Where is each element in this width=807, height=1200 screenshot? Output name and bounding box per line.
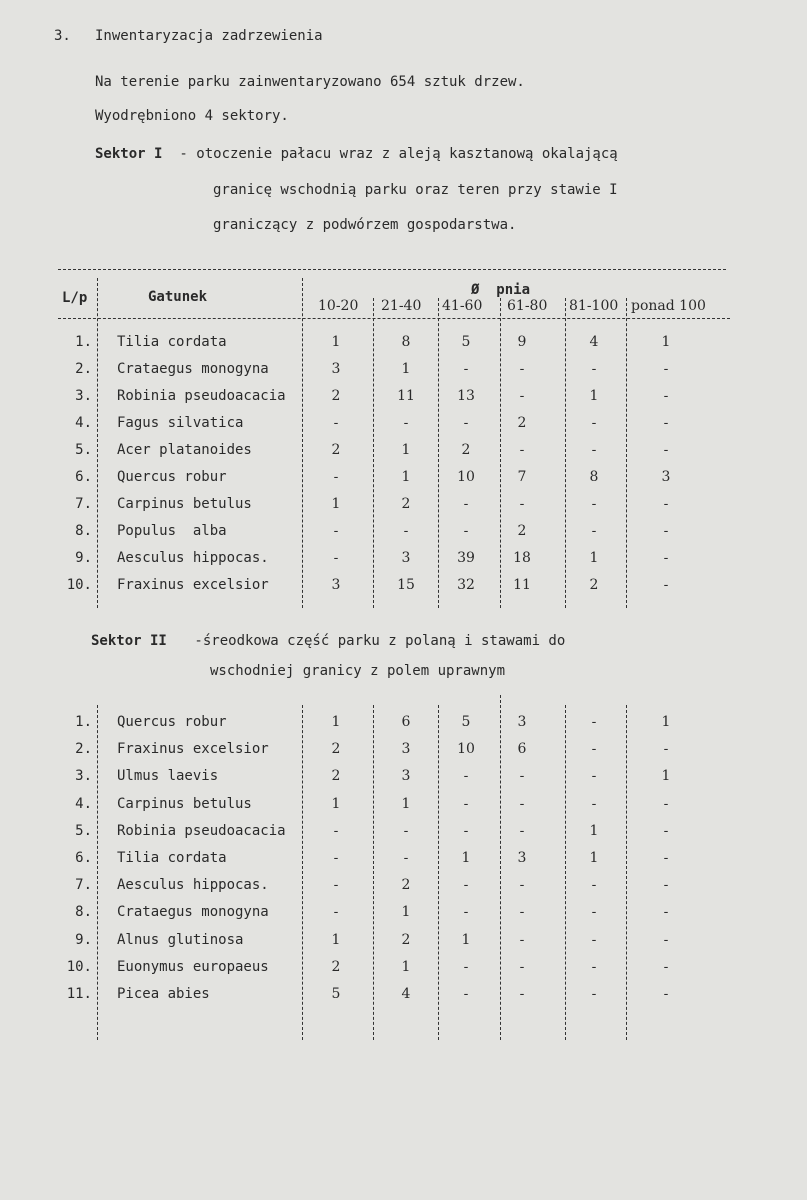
table-header-rule	[58, 318, 730, 319]
table-row	[0, 469, 807, 489]
table-row	[0, 823, 807, 843]
row-number: 9.	[75, 550, 92, 566]
table-row	[0, 577, 807, 597]
table-row	[0, 796, 807, 816]
header-col-3: 41-60	[442, 298, 483, 314]
count-cell: 1	[401, 442, 411, 458]
species-name: Alnus glutinosa	[117, 931, 244, 948]
count-cell: -	[519, 822, 525, 839]
count-cell: -	[333, 415, 339, 431]
count-cell: 1	[401, 469, 411, 485]
count-cell: -	[463, 361, 469, 377]
intro-line-1: Na terenie parku zainwentaryzowano 654 sztuk drzew.	[95, 74, 525, 90]
count-cell: -	[463, 958, 469, 975]
count-cell: -	[333, 523, 339, 539]
count-cell: 2	[517, 415, 527, 431]
count-cell: 11	[513, 577, 531, 593]
row-number: 10.	[66, 958, 92, 975]
count-cell: -	[591, 361, 597, 377]
section-number: 3.	[54, 28, 71, 44]
count-cell: -	[663, 442, 669, 458]
count-cell: 1	[589, 388, 599, 404]
count-cell: -	[333, 550, 339, 566]
species-name: Picea abies	[117, 986, 210, 1002]
row-number: 9.	[75, 931, 92, 948]
count-cell: 2	[589, 577, 599, 593]
count-cell: -	[463, 496, 469, 512]
count-cell: 3	[331, 361, 341, 377]
species-name: Ulmus laevis	[117, 768, 219, 785]
table-row	[0, 714, 807, 734]
count-cell: 1	[401, 795, 411, 812]
count-cell: 1	[661, 768, 671, 785]
count-cell: 3	[517, 714, 527, 730]
count-cell: -	[663, 741, 669, 758]
count-cell: -	[333, 904, 339, 921]
table-row	[0, 932, 807, 952]
table-row	[0, 768, 807, 788]
header-col-4: 61-80	[507, 298, 548, 314]
count-cell: 10	[457, 741, 475, 758]
table-row	[0, 741, 807, 761]
count-cell: -	[591, 415, 597, 431]
count-cell: -	[663, 550, 669, 566]
count-cell: 2	[331, 768, 341, 785]
species-name: Crataegus monogyna	[117, 904, 269, 921]
row-number: 3.	[75, 388, 92, 404]
species-name: Quercus robur	[117, 469, 227, 485]
count-cell: 8	[589, 469, 599, 485]
row-number: 2.	[75, 361, 92, 377]
count-cell: -	[333, 469, 339, 485]
count-cell: 2	[461, 442, 471, 458]
count-cell: -	[663, 496, 669, 512]
count-cell: 15	[397, 577, 415, 593]
count-cell: 5	[331, 986, 341, 1002]
count-cell: 1	[331, 931, 341, 948]
count-cell: -	[591, 904, 597, 921]
count-cell: 2	[517, 523, 527, 539]
count-cell: 1	[589, 850, 599, 866]
row-number: 4.	[75, 795, 92, 812]
count-cell: -	[519, 877, 525, 894]
count-cell: 1	[461, 850, 471, 866]
count-cell: 3	[517, 850, 527, 866]
count-cell: 2	[331, 388, 341, 404]
count-cell: -	[519, 442, 525, 458]
header-gatunek: Gatunek	[148, 289, 208, 305]
count-cell: -	[519, 496, 525, 512]
row-number: 1.	[75, 714, 92, 730]
sector2-label: Sektor II	[91, 633, 167, 649]
sector2-text-1: -śreodkowa część parku z polaną i stawami do	[186, 633, 566, 649]
table-top-rule	[58, 269, 726, 270]
species-name: Euonymus europaeus	[117, 958, 269, 975]
count-cell: 3	[401, 768, 411, 785]
table-row	[0, 986, 807, 1006]
count-cell: 3	[401, 550, 411, 566]
row-number: 4.	[75, 415, 92, 431]
count-cell: -	[663, 904, 669, 921]
row-number: 5.	[75, 442, 92, 458]
count-cell: -	[591, 931, 597, 948]
species-name: Fraxinus excelsior	[117, 741, 269, 758]
species-name: Aesculus hippocas.	[117, 550, 269, 566]
count-cell: -	[463, 415, 469, 431]
sector1-label: Sektor I	[95, 146, 163, 162]
table-row	[0, 334, 807, 354]
header-lp: L/p	[62, 290, 88, 306]
count-cell: -	[463, 904, 469, 921]
count-cell: 18	[513, 550, 531, 566]
count-cell: -	[519, 931, 525, 948]
sector2-text-2: wschodniej granicy z polem uprawnym	[210, 663, 506, 679]
count-cell: 1	[331, 334, 341, 350]
count-cell: -	[591, 496, 597, 512]
count-cell: -	[591, 795, 597, 812]
species-name: Robinia pseudoacacia	[117, 388, 286, 404]
species-name: Quercus robur	[117, 714, 227, 730]
count-cell: -	[519, 361, 525, 377]
count-cell: -	[463, 822, 469, 839]
count-cell: 2	[401, 877, 411, 894]
count-cell: 39	[457, 550, 475, 566]
count-cell: 2	[401, 496, 411, 512]
count-cell: 3	[661, 469, 671, 485]
count-cell: 1	[401, 958, 411, 975]
species-name: Tilia cordata	[117, 334, 227, 350]
count-cell: -	[591, 768, 597, 785]
count-cell: 8	[401, 334, 411, 350]
species-name: Tilia cordata	[117, 850, 227, 866]
count-cell: 5	[461, 714, 471, 730]
sector1-text-1: - otoczenie pałacu wraz z aleją kasztanową okalającą	[171, 146, 618, 162]
count-cell: -	[463, 523, 469, 539]
count-cell: -	[591, 877, 597, 894]
count-cell: 1	[331, 496, 341, 512]
count-cell: 1	[661, 334, 671, 350]
count-cell: -	[663, 850, 669, 866]
table-row	[0, 496, 807, 516]
table-row	[0, 523, 807, 543]
count-cell: 1	[331, 714, 341, 730]
count-cell: -	[663, 415, 669, 431]
header-diameter-group: Ø pnia	[471, 282, 531, 298]
count-cell: -	[591, 523, 597, 539]
count-cell: -	[663, 822, 669, 839]
sector1-text-2: granicę wschodnią parku oraz teren przy stawie I	[213, 182, 618, 198]
count-cell: -	[463, 877, 469, 894]
table-row	[0, 550, 807, 570]
row-number: 3.	[75, 768, 92, 785]
count-cell: 6	[517, 741, 527, 758]
row-number: 1.	[75, 334, 92, 350]
row-number: 6.	[75, 850, 92, 866]
row-number: 8.	[75, 523, 92, 539]
count-cell: -	[333, 877, 339, 894]
count-cell: 1	[661, 714, 671, 730]
count-cell: -	[519, 904, 525, 921]
species-name: Crataegus monogyna	[117, 361, 269, 377]
count-cell: 3	[401, 741, 411, 758]
count-cell: 5	[461, 334, 471, 350]
count-cell: 6	[401, 714, 411, 730]
count-cell: -	[663, 931, 669, 948]
count-cell: -	[663, 795, 669, 812]
count-cell: -	[663, 877, 669, 894]
species-name: Aesculus hippocas.	[117, 877, 269, 894]
count-cell: -	[333, 822, 339, 839]
table-row	[0, 904, 807, 924]
count-cell: 1	[331, 795, 341, 812]
table-row	[0, 361, 807, 381]
count-cell: -	[519, 388, 525, 404]
count-cell: 1	[589, 550, 599, 566]
row-number: 6.	[75, 469, 92, 485]
header-col-1: 10-20	[318, 298, 359, 314]
count-cell: -	[519, 795, 525, 812]
species-name: Acer platanoides	[117, 442, 252, 458]
row-number: 7.	[75, 877, 92, 894]
species-name: Carpinus betulus	[117, 496, 252, 512]
table-row	[0, 388, 807, 408]
intro-line-2: Wyodrębniono 4 sektory.	[95, 108, 289, 124]
table-row	[0, 442, 807, 462]
count-cell: 1	[461, 931, 471, 948]
count-cell: -	[591, 442, 597, 458]
species-name: Fraxinus excelsior	[117, 577, 269, 593]
count-cell: 11	[397, 388, 415, 404]
row-number: 10.	[66, 577, 92, 593]
header-col-2: 21-40	[381, 298, 422, 314]
count-cell: -	[663, 986, 669, 1002]
count-cell: -	[519, 986, 525, 1002]
count-cell: -	[663, 958, 669, 975]
table-row	[0, 415, 807, 435]
count-cell: 2	[331, 442, 341, 458]
count-cell: 13	[457, 388, 475, 404]
count-cell: -	[333, 850, 339, 866]
count-cell: -	[519, 958, 525, 975]
row-number: 7.	[75, 496, 92, 512]
species-name: Fagus silvatica	[117, 415, 244, 431]
species-name: Robinia pseudoacacia	[117, 822, 286, 839]
count-cell: -	[591, 986, 597, 1002]
table-row	[0, 877, 807, 897]
count-cell: 2	[331, 741, 341, 758]
count-cell: -	[403, 850, 409, 866]
header-col-5: 81-100	[569, 298, 619, 314]
count-cell: 1	[589, 822, 599, 839]
count-cell: 9	[517, 334, 527, 350]
count-cell: 2	[331, 958, 341, 975]
table-row	[0, 850, 807, 870]
species-name: Populus alba	[117, 523, 227, 539]
count-cell: -	[591, 741, 597, 758]
count-cell: -	[591, 958, 597, 975]
count-cell: -	[463, 986, 469, 1002]
count-cell: 4	[401, 986, 411, 1002]
count-cell: -	[663, 388, 669, 404]
row-number: 11.	[66, 986, 92, 1002]
count-cell: 10	[457, 469, 475, 485]
count-cell: 3	[331, 577, 341, 593]
species-name: Carpinus betulus	[117, 795, 252, 812]
count-cell: 32	[457, 577, 475, 593]
row-number: 2.	[75, 741, 92, 758]
count-cell: 4	[589, 334, 599, 350]
count-cell: 7	[517, 469, 527, 485]
count-cell: 2	[401, 931, 411, 948]
count-cell: -	[463, 768, 469, 785]
count-cell: -	[403, 415, 409, 431]
count-cell: -	[403, 523, 409, 539]
header-col-6: ponad 100	[631, 298, 706, 314]
row-number: 5.	[75, 822, 92, 839]
count-cell: -	[403, 822, 409, 839]
section-title: Inwentaryzacja zadrzewienia	[95, 28, 323, 44]
count-cell: -	[463, 795, 469, 812]
count-cell: -	[663, 523, 669, 539]
table-row	[0, 959, 807, 979]
count-cell: 1	[401, 904, 411, 921]
count-cell: 1	[401, 361, 411, 377]
count-cell: -	[663, 577, 669, 593]
count-cell: -	[663, 361, 669, 377]
count-cell: -	[591, 714, 597, 730]
count-cell: -	[519, 768, 525, 785]
row-number: 8.	[75, 904, 92, 921]
sector1-text-3: graniczący z podwórzem gospodarstwa.	[213, 217, 517, 233]
